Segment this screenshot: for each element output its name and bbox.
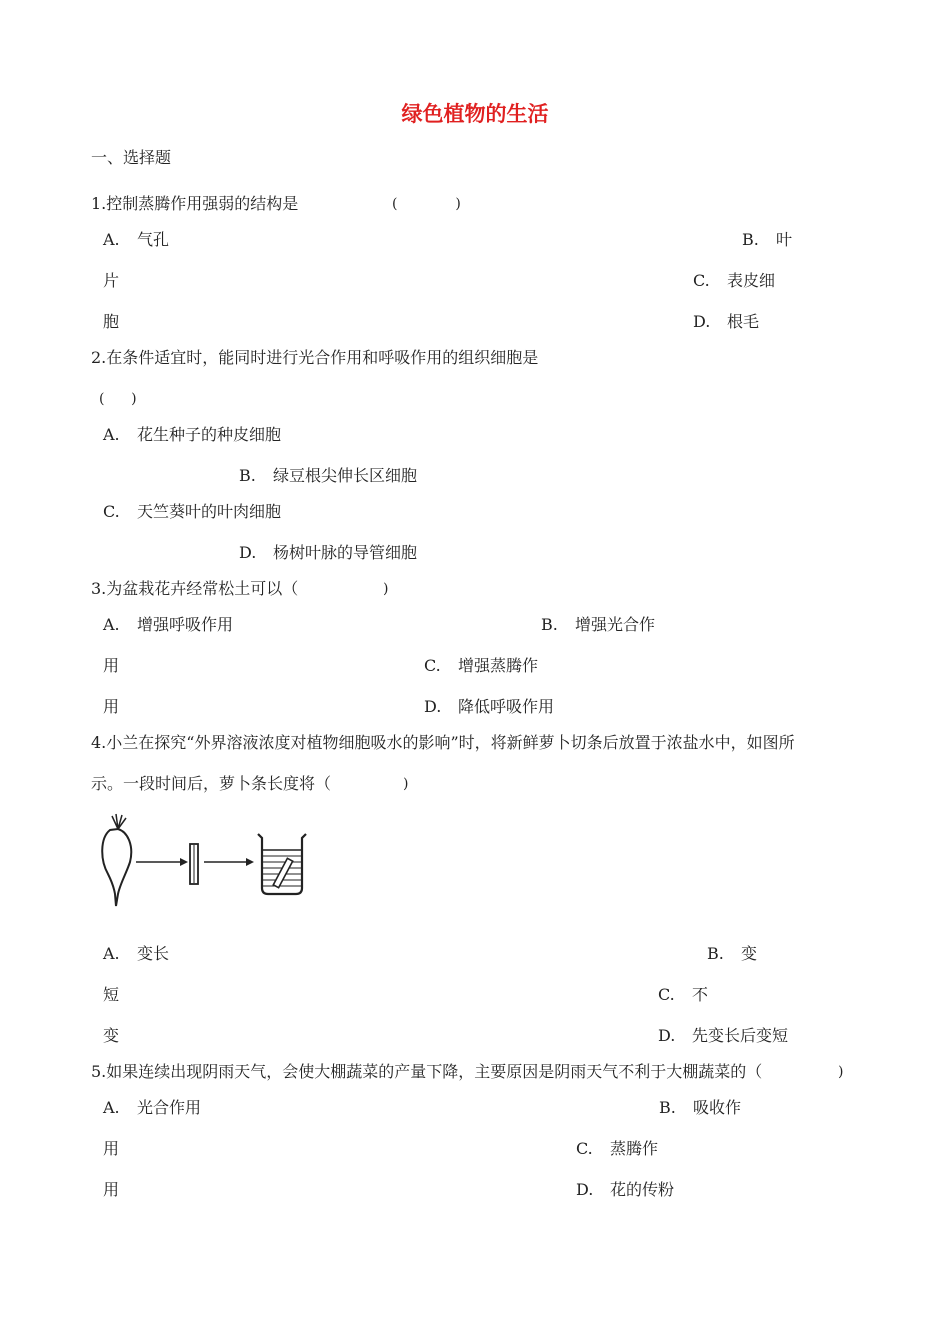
radish-experiment-figure: [96, 812, 311, 910]
option-c-text: 增强蒸腾作: [458, 656, 539, 675]
answer-blank: ): [383, 581, 389, 597]
option-d-letter: D.: [658, 1026, 676, 1045]
question-stem: 3.为盆栽花卉经常松土可以（: [91, 579, 299, 598]
option-a-letter: A.: [103, 615, 120, 634]
option-b-wrap: 片: [103, 271, 120, 290]
option-c-wrap: 用: [103, 697, 120, 716]
option-d-text: 先变长后变短: [692, 1026, 789, 1045]
option-c-letter: C.: [424, 656, 441, 675]
option-a-text: 增强呼吸作用: [137, 615, 234, 634]
answer-blank: ): [838, 1064, 844, 1080]
option-a-text: 花生种子的种皮细胞: [137, 425, 282, 444]
option-c-letter: C.: [576, 1139, 593, 1158]
option-a-letter: A.: [103, 1098, 120, 1117]
answer-blank: ( ): [392, 196, 461, 212]
arrow-icon: [246, 858, 254, 866]
answer-blank: ( ): [99, 391, 137, 407]
option-c-text: 不: [692, 985, 709, 1004]
option-d-text: 降低呼吸作用: [458, 697, 555, 716]
option-d-letter: D.: [239, 543, 257, 562]
option-b-wrap: 用: [103, 1139, 120, 1158]
option-b-text: 变: [741, 944, 758, 963]
option-b-letter: B.: [541, 615, 558, 634]
option-b-text: 吸收作: [693, 1098, 742, 1117]
option-d-letter: D.: [576, 1180, 594, 1199]
option-b-letter: B.: [239, 466, 256, 485]
section-heading: 一、选择题: [91, 148, 172, 167]
option-a-letter: A.: [103, 230, 120, 249]
option-c-letter: C.: [658, 985, 675, 1004]
option-b-text: 叶: [776, 230, 793, 249]
option-c-letter: C.: [103, 502, 120, 521]
option-c-wrap: 胞: [103, 312, 120, 331]
option-d-text: 杨树叶脉的导管细胞: [273, 543, 418, 562]
option-a-text: 变长: [137, 944, 170, 963]
option-a-letter: A.: [103, 944, 120, 963]
page-title: 绿色植物的生活: [401, 102, 549, 126]
option-b-wrap: 短: [103, 985, 120, 1004]
question-stem: 1.控制蒸腾作用强弱的结构是: [91, 194, 299, 213]
option-c-wrap: 用: [103, 1180, 120, 1199]
option-b-text: 增强光合作: [575, 615, 656, 634]
option-c-text: 蒸腾作: [610, 1139, 659, 1158]
option-c-letter: C.: [693, 271, 710, 290]
option-c-wrap: 变: [103, 1026, 120, 1045]
option-b-wrap: 用: [103, 656, 120, 675]
question-stem-continued: 示。一段时间后，萝卜条长度将（: [91, 774, 332, 793]
option-d-text: 根毛: [727, 312, 760, 331]
radish-icon: [102, 829, 131, 906]
option-a-text: 光合作用: [137, 1098, 202, 1117]
option-b-letter: B.: [659, 1098, 676, 1117]
question-stem: 5.如果连续出现阴雨天气，会使大棚蔬菜的产量下降，主要原因是阴雨天气不利于大棚蔬菜的（: [91, 1062, 763, 1081]
question-stem: 2.在条件适宜时，能同时进行光合作用和呼吸作用的组织细胞是: [91, 348, 539, 367]
option-b-letter: B.: [707, 944, 724, 963]
option-d-letter: D.: [693, 312, 711, 331]
option-d-text: 花的传粉: [610, 1180, 675, 1199]
option-c-text: 表皮细: [727, 271, 776, 290]
option-c-text: 天竺葵叶的叶肉细胞: [137, 502, 282, 521]
beaker-icon: [258, 834, 306, 894]
question-stem: 4.小兰在探究“外界溶液浓度对植物细胞吸水的影响”时，将新鲜萝卜切条后放置于浓盐水中，如图所: [91, 733, 795, 752]
option-d-letter: D.: [424, 697, 442, 716]
option-b-letter: B.: [742, 230, 759, 249]
answer-blank: ): [403, 776, 409, 792]
option-b-text: 绿豆根尖伸长区细胞: [273, 466, 418, 485]
option-a-text: 气孔: [137, 230, 170, 249]
arrow-icon: [180, 858, 188, 866]
option-a-letter: A.: [103, 425, 120, 444]
